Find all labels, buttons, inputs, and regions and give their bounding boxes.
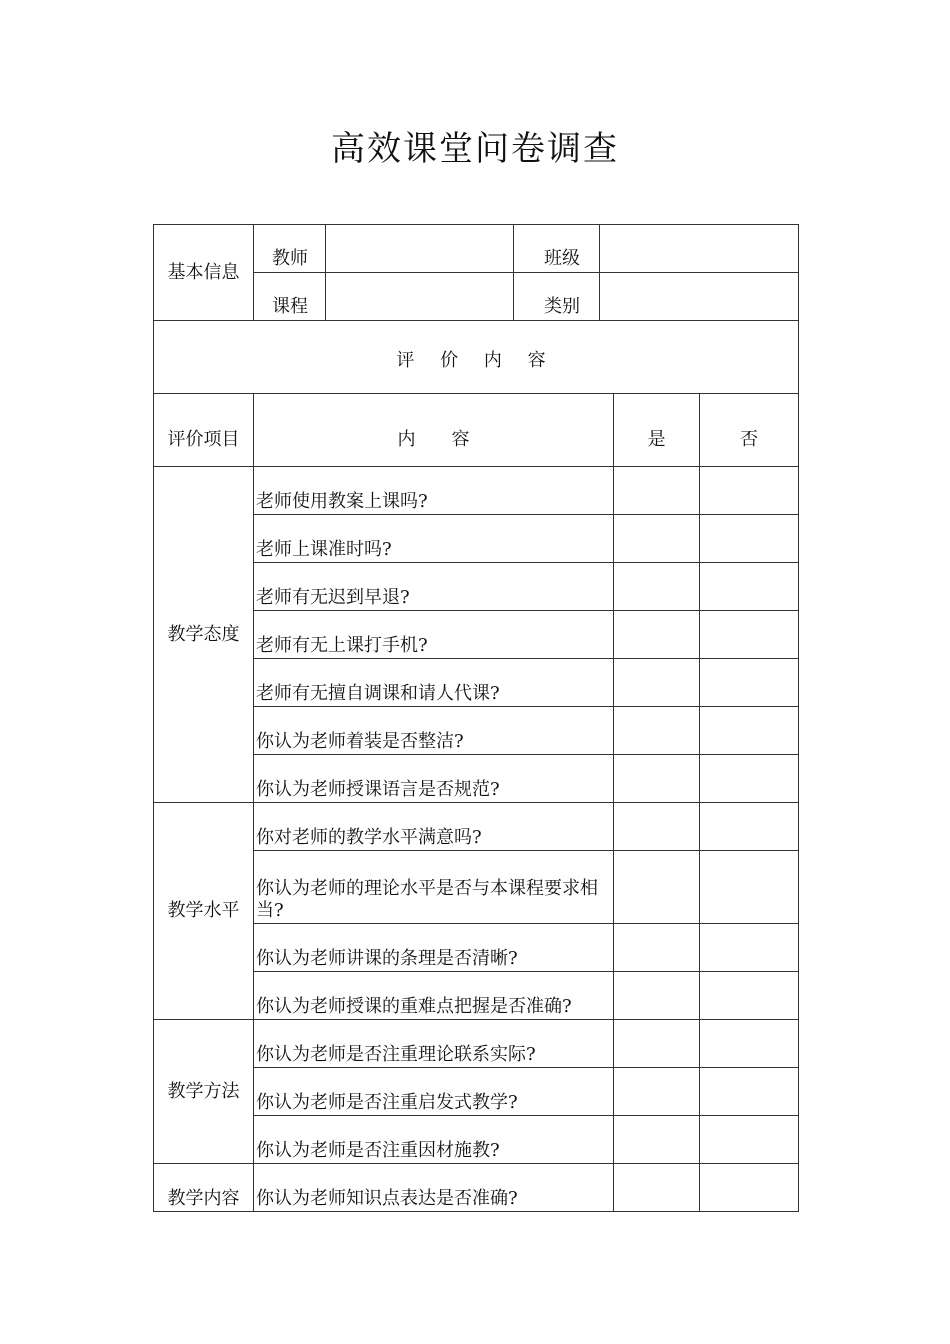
yes-cell[interactable] [614,707,700,755]
question-text: 老师使用教案上课吗? [254,467,614,515]
table-row [154,803,799,851]
yes-cell[interactable] [614,563,700,611]
yes-cell[interactable] [614,467,700,515]
header-content: 内 容 [254,394,614,467]
table-row [154,1164,799,1212]
yes-cell[interactable] [614,1116,700,1164]
question-text: 你认为老师授课的重难点把握是否准确? [254,972,614,1020]
no-cell[interactable] [700,611,799,659]
no-cell[interactable] [700,755,799,803]
table-row [154,1020,799,1068]
question-text: 你对老师的教学水平满意吗? [254,803,614,851]
question-text: 你认为老师授课语言是否规范? [254,755,614,803]
yes-cell[interactable] [614,972,700,1020]
category-level: 教学水平 [154,803,254,1020]
no-cell[interactable] [700,515,799,563]
basic-info-label: 基本信息 [154,225,254,321]
no-cell[interactable] [700,803,799,851]
no-cell[interactable] [700,467,799,515]
yes-cell[interactable] [614,755,700,803]
yes-cell[interactable] [614,803,700,851]
category-method: 教学方法 [154,1020,254,1164]
yes-cell[interactable] [614,1164,700,1212]
no-cell[interactable] [700,1164,799,1212]
class-label: 班级 [514,225,600,273]
teacher-field[interactable] [326,225,514,273]
question-text: 你认为老师是否注重理论联系实际? [254,1020,614,1068]
yes-cell[interactable] [614,924,700,972]
question-text: 你认为老师的理论水平是否与本课程要求相当? [254,851,614,924]
category-content: 教学内容 [154,1164,254,1212]
survey-table [153,224,799,1212]
header-no: 否 [700,394,799,467]
yes-cell[interactable] [614,851,700,924]
teacher-label: 教师 [254,225,326,273]
header-row [154,394,799,467]
yes-cell[interactable] [614,515,700,563]
question-text: 老师有无上课打手机? [254,611,614,659]
no-cell[interactable] [700,707,799,755]
question-text: 老师上课准时吗? [254,515,614,563]
header-yes: 是 [614,394,700,467]
section-title-row [154,321,799,394]
question-text: 你认为老师讲课的条理是否清晰? [254,924,614,972]
no-cell[interactable] [700,851,799,924]
category-field[interactable] [600,273,799,321]
course-label: 课程 [254,273,326,321]
no-cell[interactable] [700,1116,799,1164]
question-text: 你认为老师知识点表达是否准确? [254,1164,614,1212]
course-field[interactable] [326,273,514,321]
question-text: 老师有无迟到早退? [254,563,614,611]
yes-cell[interactable] [614,1068,700,1116]
question-text: 你认为老师着装是否整洁? [254,707,614,755]
no-cell[interactable] [700,924,799,972]
basic-info-row-1 [154,225,799,273]
no-cell[interactable] [700,659,799,707]
yes-cell[interactable] [614,659,700,707]
question-text: 你认为老师是否注重启发式教学? [254,1068,614,1116]
category-attitude: 教学态度 [154,467,254,803]
section-title: 评 价 内 容 [154,321,799,394]
no-cell[interactable] [700,563,799,611]
table-row [154,467,799,515]
no-cell[interactable] [700,972,799,1020]
category-label: 类别 [514,273,600,321]
question-text: 你认为老师是否注重因材施教? [254,1116,614,1164]
no-cell[interactable] [700,1068,799,1116]
header-item: 评价项目 [154,394,254,467]
page-title: 高效课堂问卷调查 [331,129,619,169]
no-cell[interactable] [700,1020,799,1068]
yes-cell[interactable] [614,611,700,659]
question-text: 老师有无擅自调课和请人代课? [254,659,614,707]
class-field[interactable] [600,225,799,273]
yes-cell[interactable] [614,1020,700,1068]
